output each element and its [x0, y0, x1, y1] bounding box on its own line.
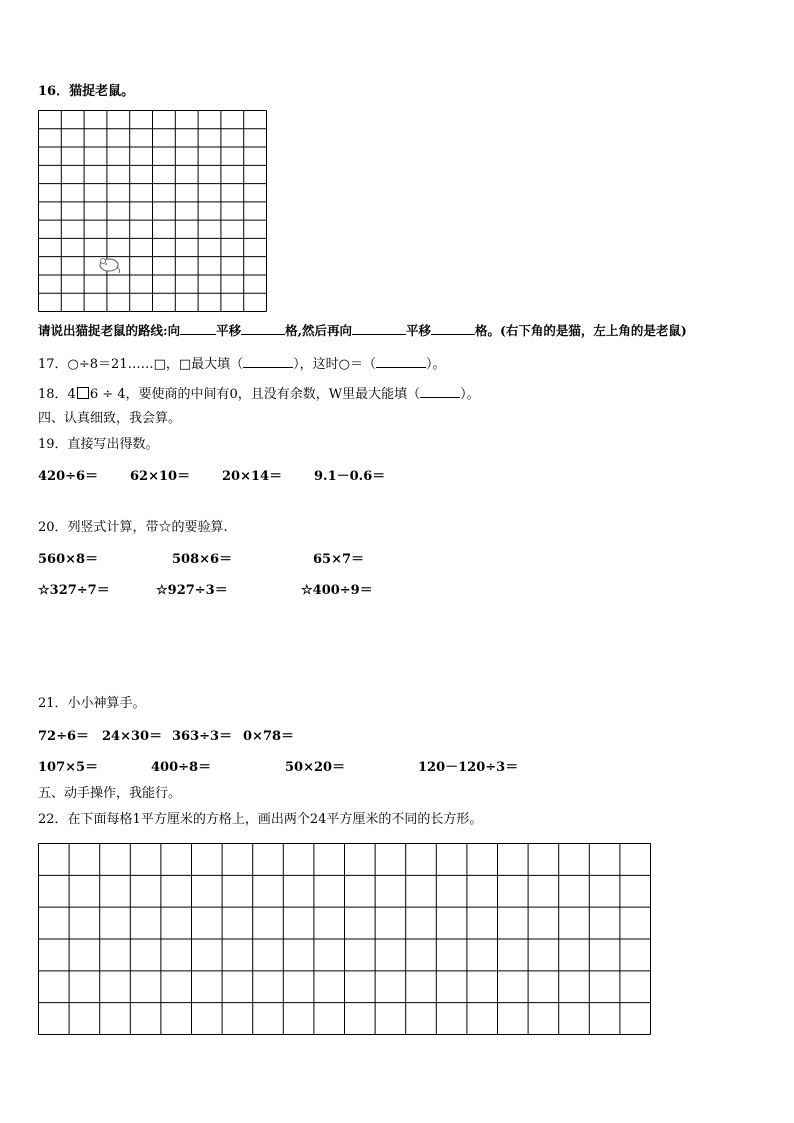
q21-item: 400÷8＝	[151, 760, 212, 775]
q17-blank-2[interactable]	[376, 355, 426, 368]
q18-text-2: 6 ÷ 4，要使商的中间有0，且没有余数，W里最大能填（	[89, 387, 421, 402]
q18-text-1: 18．4	[38, 387, 76, 402]
q18-box	[77, 387, 89, 399]
q21-item: 50×20＝	[285, 760, 346, 775]
q17-text-3: ）。	[426, 357, 446, 372]
square-cm-grid[interactable]	[38, 843, 652, 1036]
q21-item: 363÷3＝	[172, 729, 233, 744]
q21-item: 24×30＝	[102, 729, 163, 744]
q17	[38, 355, 446, 373]
blank-steps-1[interactable]	[241, 322, 285, 335]
q21-item: 0×78＝	[243, 729, 295, 744]
q16-title: 16．猫捉老鼠。	[38, 84, 135, 99]
section-4-heading: 四、认真细致，我会算。	[38, 411, 182, 426]
mouse-icon	[100, 259, 120, 274]
route-text-3: 格,然后再向	[285, 323, 352, 338]
cat-mouse-grid	[38, 110, 268, 313]
q19-item: 9.1－0.6＝	[314, 469, 386, 484]
route-text-5: 格。(右下角的是猫，左上角的是老鼠)	[475, 323, 687, 338]
blank-steps-2[interactable]	[431, 322, 475, 335]
section-5-heading: 五、动手操作，我能行。	[38, 786, 182, 801]
q18-text-3: ）。	[460, 387, 480, 402]
q17-blank-1[interactable]	[243, 355, 293, 368]
q20-item: ☆927÷3＝	[156, 583, 228, 598]
q22-title: 22．在下面每格1平方厘米的方格上，画出两个24平方厘米的不同的长方形。	[38, 812, 483, 827]
q21-item: 120－120÷3＝	[418, 760, 519, 775]
q20-item: 560×8＝	[38, 552, 99, 567]
q17-text-2: ），这时○＝（	[293, 357, 377, 372]
blank-direction-2[interactable]	[352, 322, 406, 335]
q18	[38, 385, 480, 403]
q20-item: 65×7＝	[313, 552, 365, 567]
blank-direction-1[interactable]	[180, 322, 216, 335]
q21-item: 107×5＝	[38, 760, 99, 775]
route-text-1: 请说出猫捉老鼠的路线:向	[38, 323, 181, 338]
q16-route-question	[38, 322, 687, 339]
q20-title: 20．列竖式计算，带☆的要验算.	[38, 520, 228, 535]
route-text-2: 平移	[216, 323, 242, 338]
q20-item: 508×6＝	[172, 552, 233, 567]
q19-title: 19．直接写出得数。	[38, 437, 159, 452]
q19-item: 420÷6＝	[38, 469, 99, 484]
q17-text-1: 17．○÷8＝21……□，□最大填（	[38, 357, 244, 372]
q19-item: 62×10＝	[130, 469, 191, 484]
q21-item: 72÷6＝	[38, 729, 90, 744]
q20-item: ☆327÷7＝	[38, 583, 110, 598]
q21-title: 21．小小神算手。	[38, 696, 146, 711]
q18-blank[interactable]	[420, 385, 460, 398]
q20-item: ☆400÷9＝	[301, 583, 373, 598]
q19-item: 20×14＝	[222, 469, 283, 484]
route-text-4: 平移	[406, 323, 432, 338]
